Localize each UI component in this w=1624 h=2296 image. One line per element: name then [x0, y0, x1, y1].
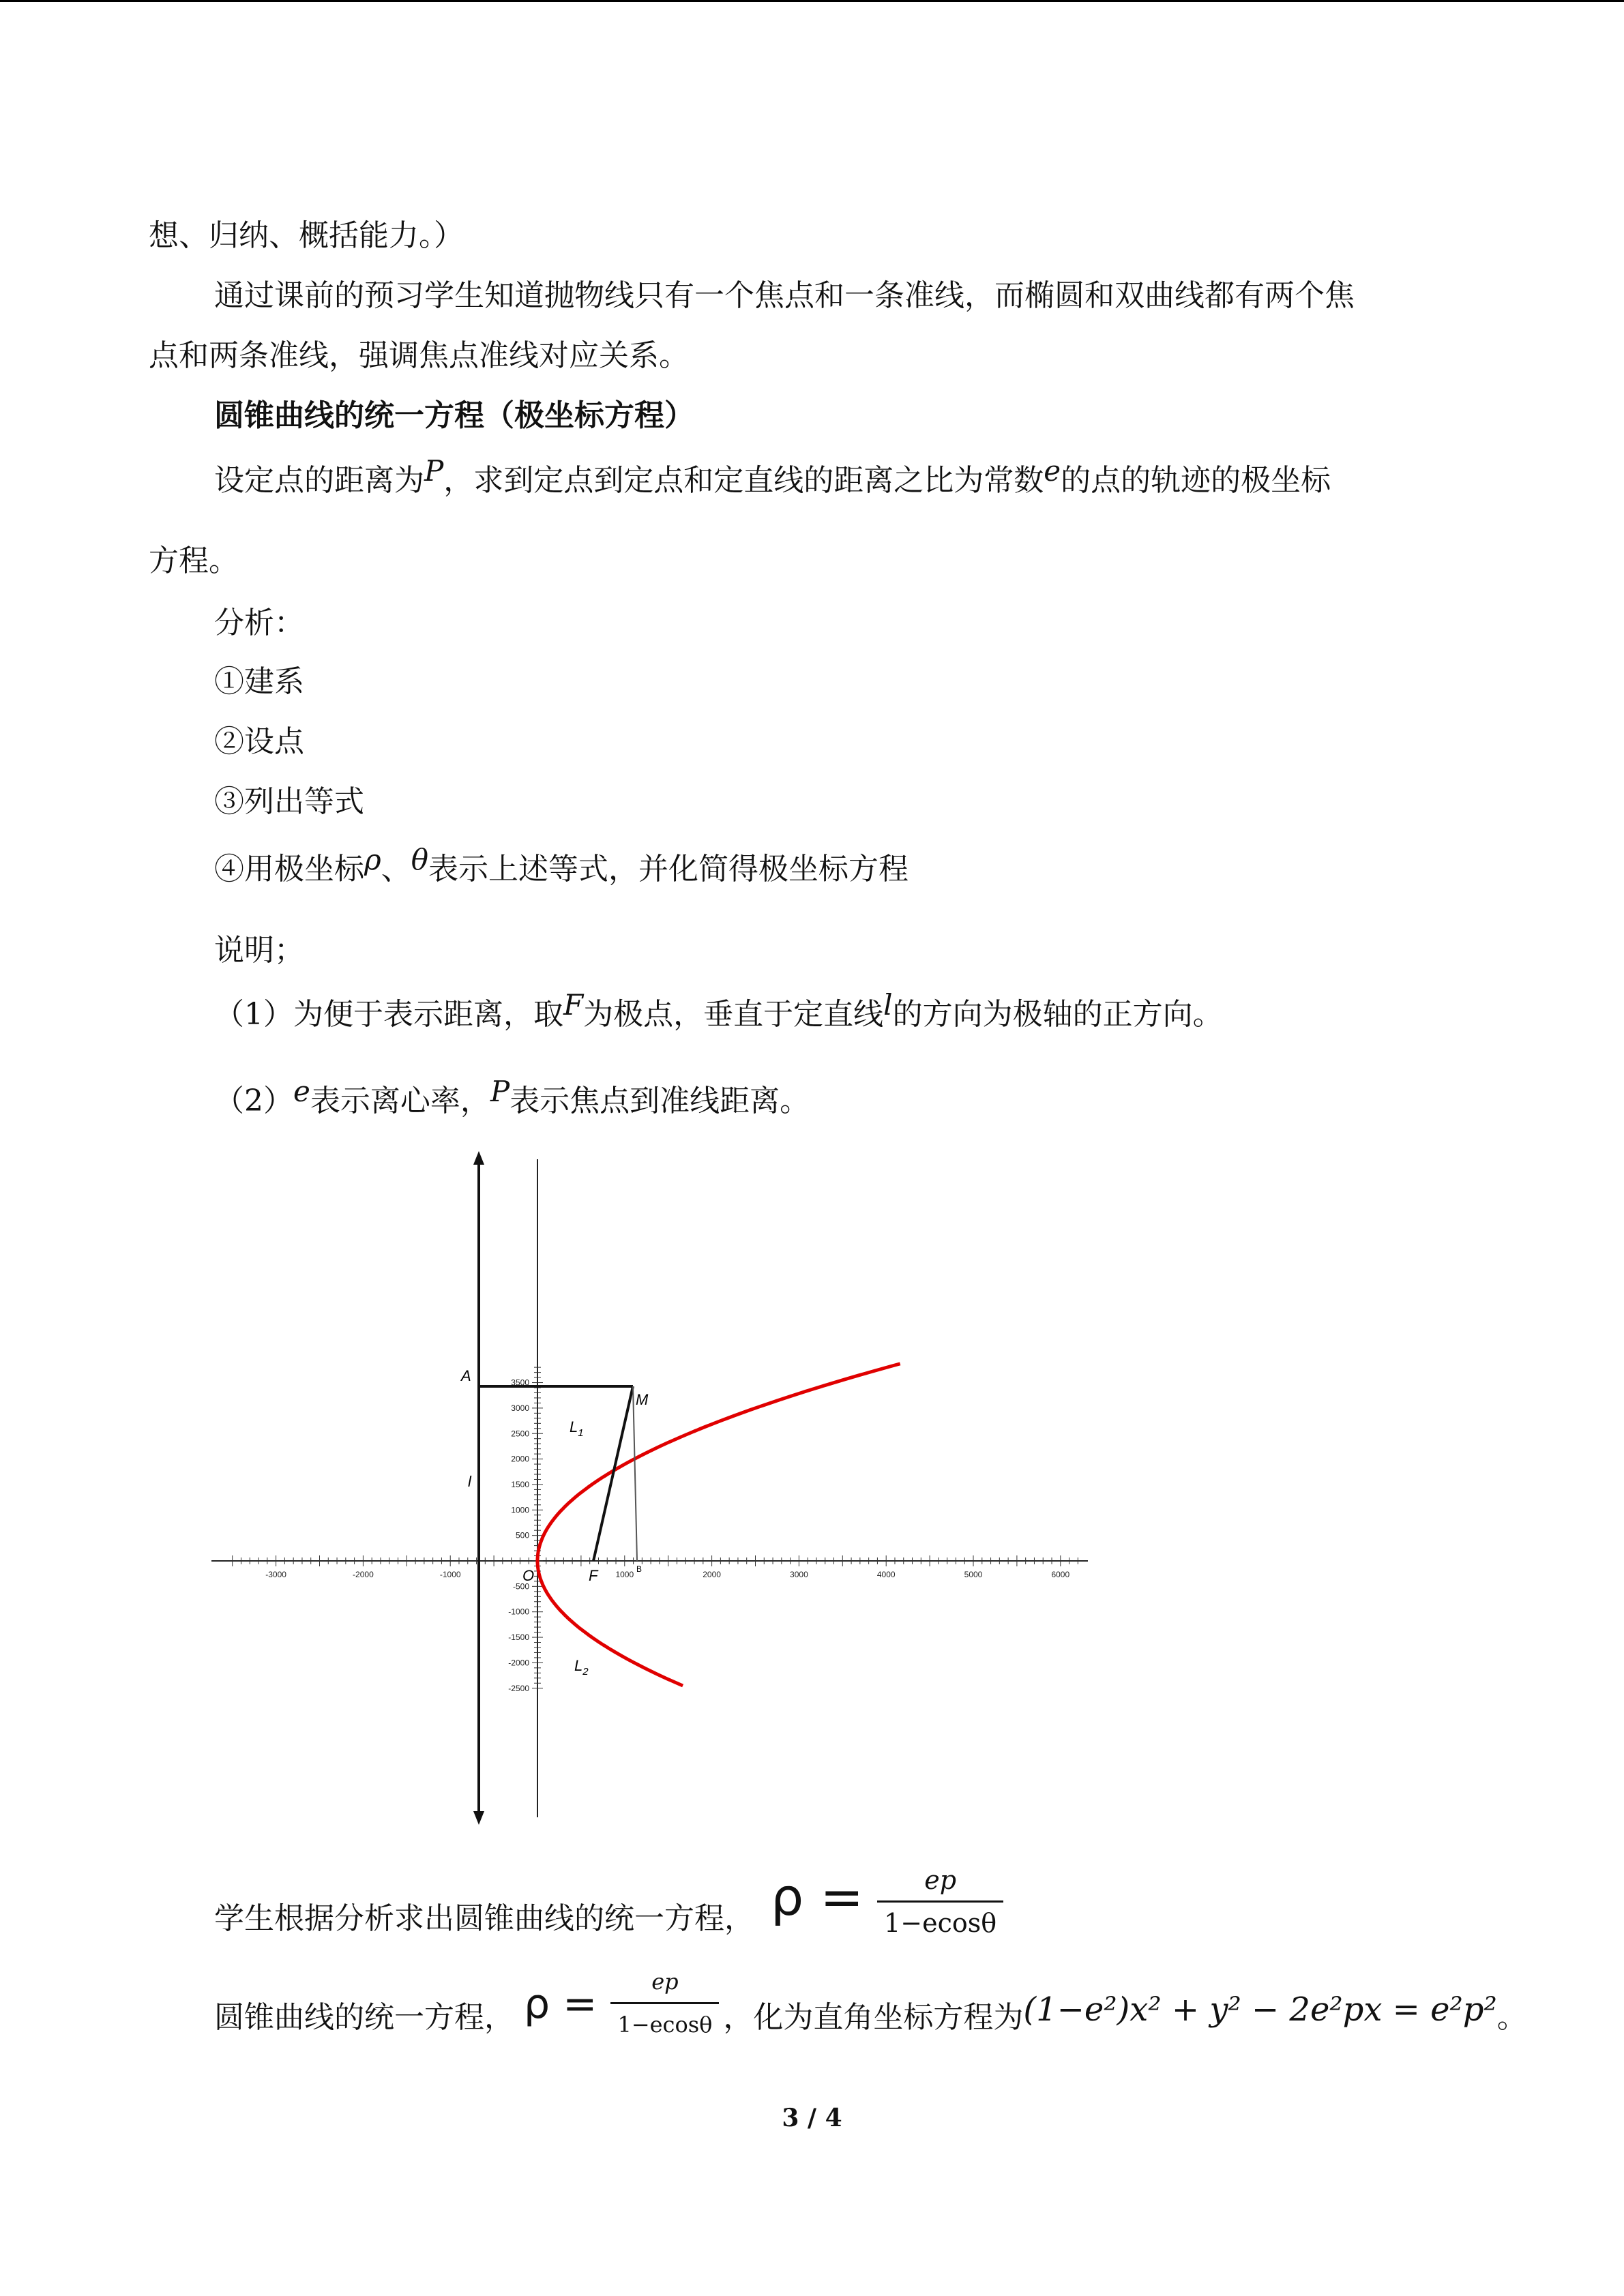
- symbol-P-2: P: [490, 1075, 510, 1108]
- x-tick-label: -2000: [353, 1570, 374, 1579]
- y-tick-label: -1000: [508, 1607, 529, 1617]
- tick-labels: [265, 1378, 1069, 1693]
- directrix-arrow-up: [473, 1151, 484, 1165]
- parabola-curve: [537, 1364, 900, 1686]
- symbol-rho: ρ: [364, 843, 381, 876]
- label-L2: $L_2$: [574, 1657, 589, 1678]
- symbol-e-2: e: [293, 1075, 310, 1108]
- fraction-1: $\frac{ep}{1-ecos\theta}$: [877, 1860, 1003, 1943]
- x-tick-label: 4000: [876, 1570, 896, 1579]
- note-1: （1）为便于表示距离，取F为极点，垂直于定直线l的方向为极轴的正方向。: [214, 988, 1223, 1032]
- x-tick-label: 3000: [790, 1570, 808, 1579]
- note-label: 说明；: [214, 933, 304, 968]
- symbol-l: l: [883, 988, 893, 1022]
- text-line-6: 方程。: [149, 543, 239, 578]
- rho-lhs: ρ =: [771, 1866, 864, 1927]
- x-tick-label: -3000: [265, 1570, 286, 1579]
- analysis-label: 分析：: [214, 606, 304, 640]
- text-line-1: 想、归纳、概括能力。）: [149, 218, 464, 253]
- cartesian-equation: (1−e²)x² + y² − 2e²px = e²p²: [1023, 1991, 1497, 2029]
- y-tick-label: 1500: [511, 1479, 529, 1489]
- y-tick-label: 2000: [511, 1454, 529, 1464]
- symbol-F: F: [563, 988, 584, 1022]
- segment-FM: [593, 1386, 633, 1561]
- step-3: ③列出等式: [214, 784, 364, 819]
- section-heading: 圆锥曲线的统一方程（极坐标方程）: [214, 398, 694, 433]
- y-tick-label: -2500: [508, 1683, 529, 1693]
- step-4: ④用极坐标ρ、θ表示上述等式，并化简得极坐标方程: [214, 843, 909, 886]
- y-tick-label: -500: [512, 1581, 529, 1592]
- y-tick-label: 3000: [511, 1403, 529, 1413]
- label-L1: $L_1$: [570, 1418, 584, 1439]
- segment-MB: [633, 1386, 637, 1561]
- page-number: 3 / 4: [782, 2104, 842, 2132]
- label-O: O: [522, 1567, 535, 1584]
- symbol-P: P: [424, 454, 444, 488]
- parabola-figure: [205, 1146, 1105, 1834]
- y-tick-label: -2000: [508, 1658, 529, 1668]
- top-border: [0, 0, 1624, 2]
- fraction-2: $\frac{ep}{1-ecos\theta}$: [610, 1961, 719, 2045]
- label-M: M: [636, 1391, 649, 1408]
- y-tick-label: 1000: [511, 1505, 529, 1515]
- tick-marks: [233, 1367, 1078, 1688]
- axes: [211, 1159, 1088, 1817]
- y-tick-label: 2500: [511, 1429, 529, 1439]
- label-B: B: [636, 1564, 643, 1574]
- step-1: ①建系: [214, 664, 304, 699]
- x-tick-label: 5000: [964, 1570, 983, 1579]
- label-A: A: [461, 1367, 471, 1384]
- y-tick-label: -1500: [508, 1632, 529, 1643]
- text-line-3: 点和两条准线，强调焦点准线对应关系。: [149, 338, 689, 373]
- text-line-2: 通过课前的预习学生知道抛物线只有一个焦点和一条准线，而椭圆和双曲线都有两个焦: [214, 278, 1355, 313]
- x-tick-label: 6000: [1051, 1570, 1070, 1579]
- label-F: F: [589, 1567, 598, 1584]
- x-tick-label: -1000: [439, 1570, 461, 1579]
- x-tick-label: 1000: [615, 1570, 634, 1579]
- step-2: ②设点: [214, 724, 304, 759]
- equation-line-1: 学生根据分析求出圆锥曲线的统一方程， ρ = $\frac{ep}{1-ecos\theta}$: [214, 1879, 1007, 1963]
- note-2: （2）e表示离心率，P表示焦点到准线距离。: [214, 1075, 810, 1118]
- symbol-e: e: [1044, 454, 1061, 488]
- text-line-5: 设定点的距离为P，求到定点到定点和定直线的距离之比为常数e的点的轨迹的极坐标: [214, 454, 1331, 498]
- y-tick-label: 3500: [511, 1377, 529, 1388]
- y-tick-label: 500: [515, 1530, 529, 1540]
- equation-line-2: 圆锥曲线的统一方程， ρ = $\frac{ep}{1-ecos\theta}$ ，化为直角坐标方程为(1−e²)x² + y² − 2e²px = e²p²。: [214, 1978, 1527, 2061]
- label-l: l: [468, 1473, 471, 1490]
- rho-lhs-2: ρ =: [524, 1980, 597, 2028]
- directrix-arrow-down: [473, 1811, 484, 1825]
- symbol-theta: θ: [411, 843, 428, 876]
- x-tick-label: 2000: [703, 1570, 721, 1579]
